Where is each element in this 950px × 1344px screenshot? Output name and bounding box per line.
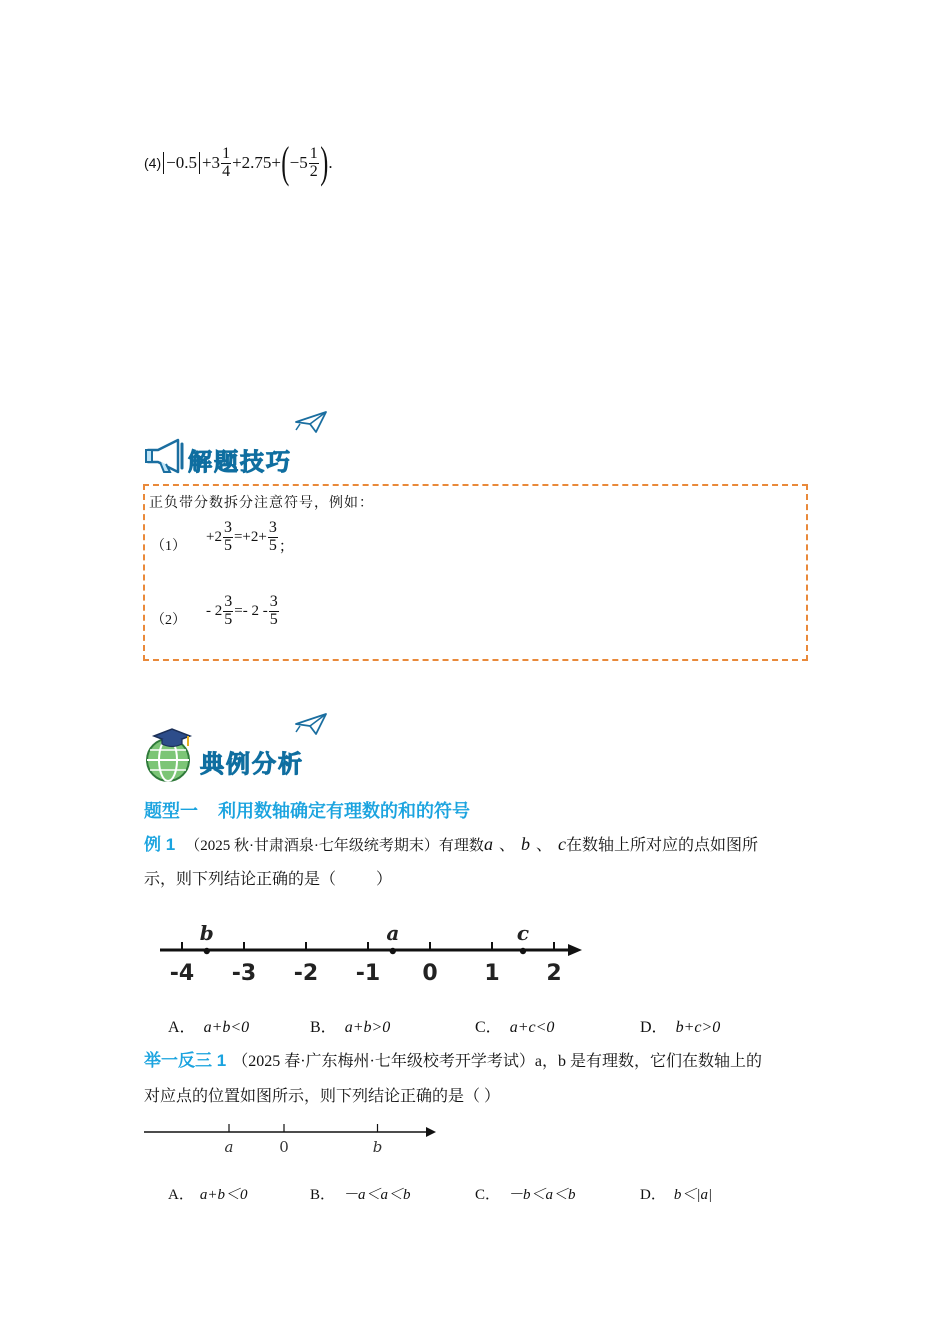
ex2-option-c[interactable]: C． －b＜a＜b (475, 1187, 576, 1203)
example-1-tag: 例 1 (144, 835, 176, 854)
tick-label: -4 (169, 961, 195, 986)
point-a (390, 948, 396, 954)
example-2-tag: 举一反三 1 (144, 1051, 227, 1070)
tips-intro: 正负带分数拆分注意符号，例如： (149, 496, 374, 511)
axis-arrow (426, 1127, 436, 1137)
ex1-option-b[interactable]: B． a+b>0 (310, 1019, 391, 1036)
tips-box (143, 484, 808, 661)
ex2-option-b[interactable]: B． －a＜a＜b (310, 1187, 411, 1203)
axis-label-a: a (224, 1138, 234, 1156)
problem-4-formula (144, 138, 333, 188)
tick-label: -3 (231, 961, 257, 986)
tick-label: 1 (484, 961, 500, 986)
term-1: −0.5 (166, 153, 197, 172)
tip-item-2: （2） - 2 $\frac{3}{5}$ =- 2 - $\frac{3}{5}$ (151, 592, 278, 628)
number-line-1 (156, 918, 586, 988)
number-line-2 (142, 1120, 442, 1160)
example-1-line-2: 示，则下列结论正确的是（ ） (144, 871, 393, 888)
paren-right: ) (320, 138, 329, 187)
term-2: −5 (289, 153, 308, 172)
fraction-2: $\frac{1}{2}$ (309, 144, 318, 180)
tick-label: 0 (422, 961, 438, 986)
megaphone-icon (144, 436, 188, 476)
paper-plane-icon (294, 712, 328, 736)
type-title: 题型一 利用数轴确定有理数的和的符号 (144, 801, 471, 821)
axis-label-0: 0 (279, 1138, 289, 1156)
examples-banner-title: 典例分析 (200, 750, 304, 778)
paper-plane-icon (294, 410, 328, 434)
tips-banner-title: 解题技巧 (188, 448, 292, 476)
ex1-option-c[interactable]: C． a+c<0 (475, 1019, 555, 1036)
ex2-option-d[interactable]: D． b＜|a| (640, 1187, 713, 1203)
globe-graduation-icon (144, 726, 196, 784)
fraction-1: $\frac{1}{4}$ (222, 144, 231, 180)
ex1-option-a[interactable]: A． a+b<0 (168, 1019, 250, 1036)
plus-term-2: +2.75+ (232, 153, 281, 172)
ex1-option-d[interactable]: D． b+c>0 (640, 1019, 721, 1036)
axis-label-b: b (372, 1138, 383, 1156)
tip-item-1: （1） +2 $\frac{3}{5}$ =+2+ $\frac{3}{5}$ ； (151, 518, 294, 555)
tick-label: -2 (293, 961, 319, 986)
tips-banner (144, 410, 344, 478)
examples-banner (144, 712, 364, 784)
point-b (204, 948, 210, 954)
tick-label: -1 (355, 961, 381, 986)
point-label-a: a (386, 921, 400, 945)
tick-label: 2 (546, 961, 562, 986)
ex2-option-a[interactable]: A． a+b＜0 (168, 1187, 248, 1203)
point-label-b: b (199, 921, 214, 945)
point-c (520, 948, 526, 954)
abs-bar-right (199, 152, 200, 174)
abs-bar-left (163, 152, 164, 174)
point-label-c: c (516, 921, 530, 945)
plus-term: +3 (201, 153, 221, 172)
example-2-line-2: 对应点的位置如图所示，则下列结论正确的是（ ） (144, 1088, 501, 1105)
paren-left: ( (281, 138, 290, 187)
example-2-line-1: 举一反三 1 （2025 春·广东梅州·七年级校考开学考试）a，b 是有理数，它们在数轴上的 (144, 1051, 762, 1070)
period: . (328, 153, 333, 172)
problem-label: (4) (144, 155, 162, 171)
axis-arrow (568, 944, 582, 956)
example-1-line-1: 例 1 （2025 秋·甘肃酒泉·七年级统考期末）有理数a 、 b 、 c在数轴上所对应的点如图所 (144, 834, 758, 854)
